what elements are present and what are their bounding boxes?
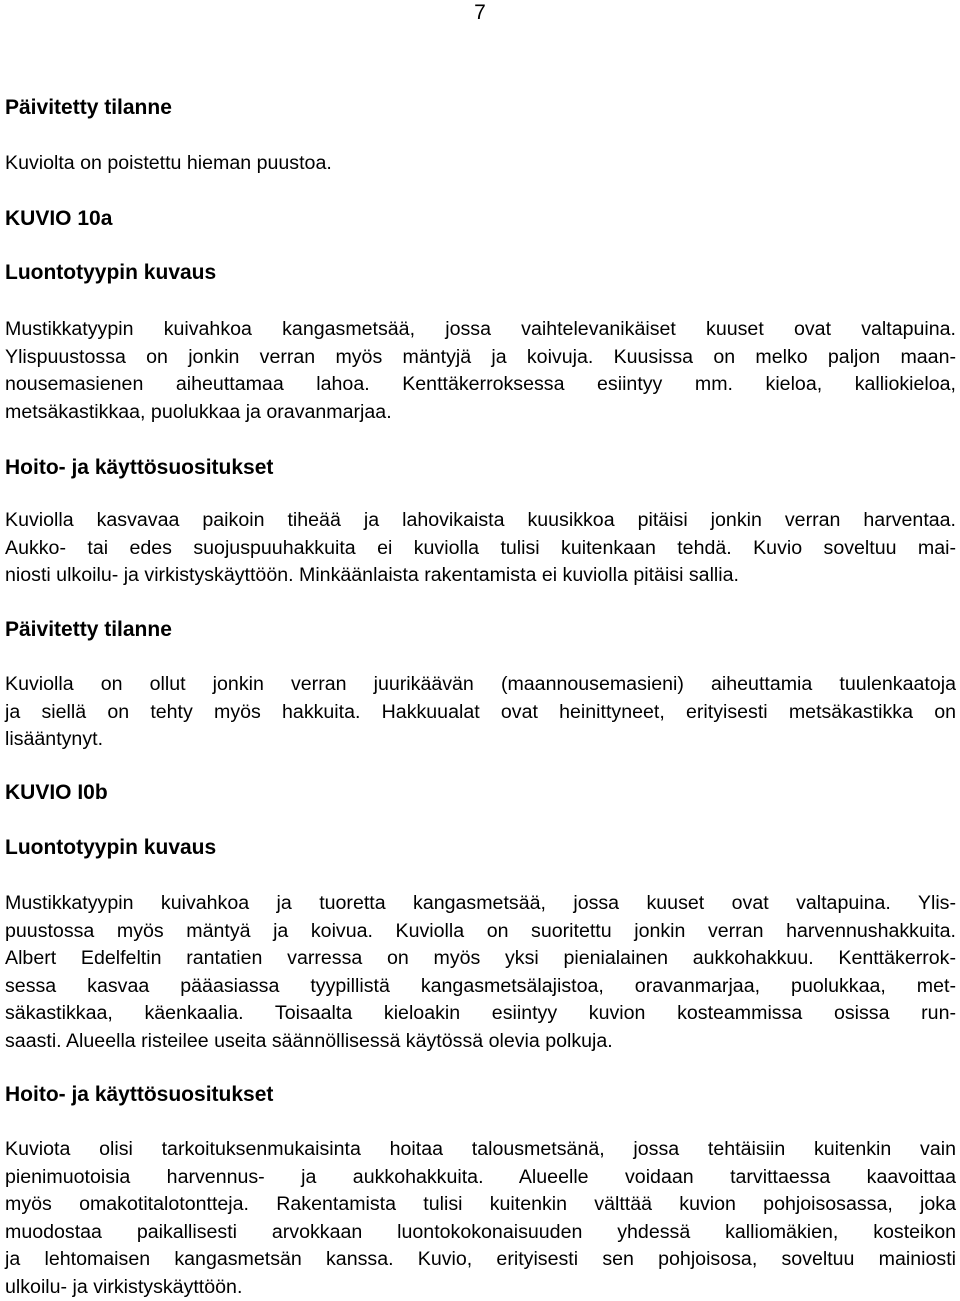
paragraph-line: Kuviolta on poistettu hieman puustoa. (5, 150, 956, 178)
paragraph-line: Ylispuustossa on jonkin verran myös mäntyjä ja koivuja. Kuusissa on melko paljon maan- (5, 344, 956, 372)
paragraph-habitat-description-2 (5, 890, 956, 1055)
page-number: 7 (0, 0, 960, 26)
paragraph-line: Albert Edelfeltin rantatien varressa on myös yksi pienialainen aukkohakkuu. Kenttäkerrok- (5, 945, 956, 973)
paragraph-line: sessa kasvaa pääasiassa tyypillistä kangasmetsälajistoa, oravanmarjaa, puolukkaa, met- (5, 973, 956, 1001)
heading-habitat-description-2: Luontotyypin kuvaus (5, 835, 216, 861)
paragraph-line: ulkoilu- ja virkistyskäyttöön. (5, 1274, 956, 1301)
paragraph-line: puustossa myös mäntyä ja koivua. Kuviolla on suoritettu jonkin verran harvennushakkuita. (5, 918, 956, 946)
paragraph-line: Mustikkatyypin kuivahkoa kangasmetsää, jossa vaihtelevanikäiset kuuset ovat valtapuina. (5, 316, 956, 344)
heading-habitat-description: Luontotyypin kuvaus (5, 260, 216, 286)
paragraph-line: lisääntynyt. (5, 726, 956, 754)
paragraph-line: Mustikkatyypin kuivahkoa ja tuoretta kangasmetsää, jossa kuuset ovat valtapuina. Ylis- (5, 890, 956, 918)
paragraph-updated-status (5, 150, 956, 178)
paragraph-habitat-description (5, 316, 956, 426)
heading-kuvio-10a: KUVIO 10a (5, 206, 112, 232)
paragraph-line: ja lehtomaisen kangasmetsän kanssa. Kuvio, erityisesti sen pohjoisosa, soveltuu mainiosti (5, 1246, 956, 1274)
paragraph-line: metsäkastikkaa, puolukkaa ja oravanmarjaa. (5, 399, 956, 427)
heading-care-recommendations-2: Hoito- ja käyttösuositukset (5, 1082, 273, 1108)
paragraph-line: säkastikkaa, käenkaalia. Toisaalta kieloakin esiintyy kuvion kosteammissa osissa run- (5, 1000, 956, 1028)
paragraph-line: saasti. Alueella risteilee useita säännöllisessä käytössä olevia polkuja. (5, 1028, 956, 1056)
paragraph-line: Aukko- tai edes suojuspuuhakkuita ei kuviolla tulisi kuitenkaan tehdä. Kuvio soveltuu mai- (5, 535, 956, 563)
paragraph-line: ja siellä on tehty myös hakkuita. Hakkuualat ovat heinittyneet, erityisesti metsäkastikka on (5, 699, 956, 727)
paragraph-line: nousemasienen aiheuttamaa lahoa. Kenttäkerroksessa esiintyy mm. kieloa, kalliokieloa, (5, 371, 956, 399)
paragraph-line: niosti ulkoilu- ja virkistyskäyttöön. Minkäänlaista rakentamista ei kuviolla pitäisi sallia. (5, 562, 956, 590)
paragraph-care-recommendations (5, 507, 956, 590)
paragraph-care-recommendations-2 (5, 1136, 956, 1301)
heading-updated-status-2: Päivitetty tilanne (5, 617, 172, 643)
heading-updated-status: Päivitetty tilanne (5, 95, 172, 121)
paragraph-updated-status-2 (5, 671, 956, 754)
paragraph-line: Kuviota olisi tarkoituksenmukaisinta hoitaa talousmetsänä, jossa tehtäisiin kuitenkin vain (5, 1136, 956, 1164)
heading-kuvio-10b: KUVIO I0b (5, 780, 108, 806)
paragraph-line: Kuviolla kasvavaa paikoin tiheää ja lahovikaista kuusikkoa pitäisi jonkin verran harventaa. (5, 507, 956, 535)
paragraph-line: Kuviolla on ollut jonkin verran juurikäävän (maannousemasieni) aiheuttamia tuulenkaatoja (5, 671, 956, 699)
paragraph-line: myös omakotitalotontteja. Rakentamista tulisi kuitenkin välttää kuvion pohjoisosassa, joka (5, 1191, 956, 1219)
paragraph-line: pienimuotoisia harvennus- ja aukkohakkuita. Alueelle voidaan tarvittaessa kaavoittaa (5, 1164, 956, 1192)
paragraph-line: muodostaa paikallisesti arvokkaan luontokokonaisuuden yhdessä kalliomäkien, kosteikon (5, 1219, 956, 1247)
heading-care-recommendations: Hoito- ja käyttösuositukset (5, 455, 273, 481)
